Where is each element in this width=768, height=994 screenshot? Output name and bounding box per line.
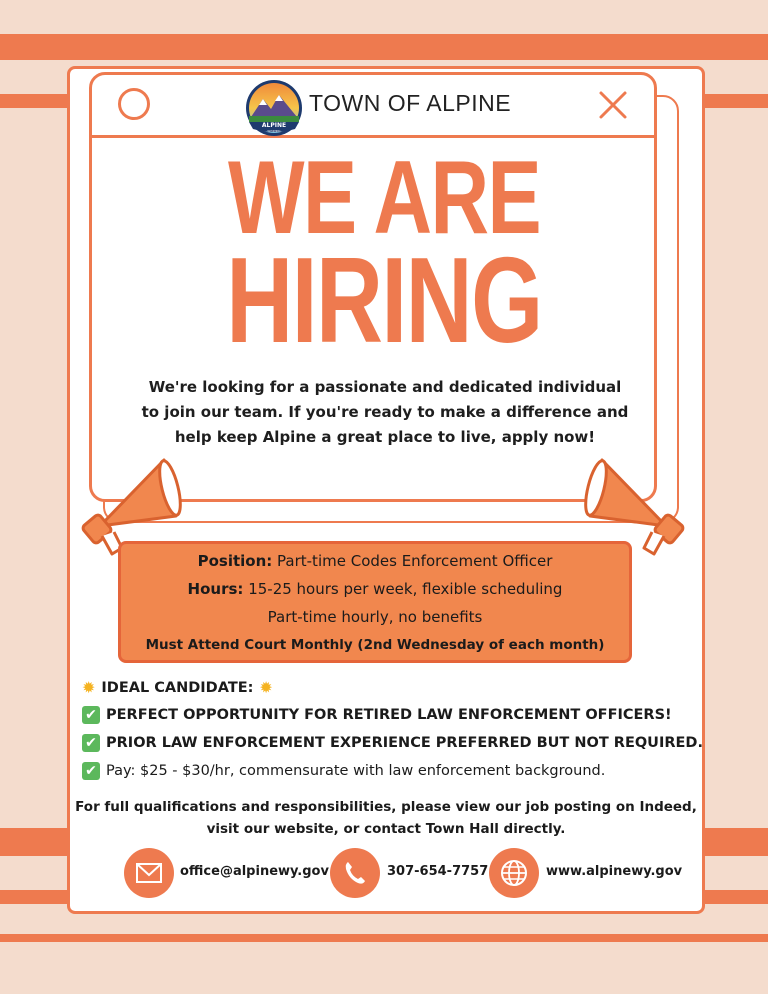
hours-label: Hours: (187, 580, 244, 598)
close-icon (597, 89, 629, 121)
town-title: TOWN OF ALPINE (309, 90, 512, 116)
hours-row (121, 580, 629, 598)
bg-stripe (0, 934, 768, 942)
candidate-heading-text: IDEAL CANDIDATE: (101, 679, 254, 696)
position-value: Part-time Codes Enforcement Officer (272, 552, 553, 570)
globe-icon (489, 848, 539, 898)
hours-value: 15-25 hours per week, flexible scheduling (243, 580, 563, 598)
sun-icon: ✹ (259, 678, 273, 697)
logo-subtext: WYOMING (267, 130, 281, 133)
headline-line-2: HIRING (226, 232, 542, 368)
phone-icon (330, 848, 380, 898)
job-info-box (118, 541, 632, 663)
candidate-item-text: PRIOR LAW ENFORCEMENT EXPERIENCE PREFERRED BUT NOT REQUIRED. (106, 735, 703, 751)
candidate-item (82, 762, 605, 780)
headline-line-1: WE ARE (227, 140, 541, 256)
candidate-item (82, 706, 672, 724)
website-link[interactable]: www.alpinewy.gov (546, 864, 683, 879)
email-icon (124, 848, 174, 898)
window-titlebar (92, 75, 654, 138)
candidate-item-text: Pay: $25 - $30/hr, commensurate with law enforcement background. (106, 763, 606, 779)
benefits-row: Part-time hourly, no benefits (267, 608, 483, 626)
court-row: Must Attend Court Monthly (2nd Wednesday of each month) (145, 637, 605, 653)
candidate-item-text: PERFECT OPPORTUNITY FOR RETIRED LAW ENFORCEMENT OFFICERS! (106, 707, 672, 723)
position-row (121, 552, 629, 570)
checkmark-icon: ✔ (82, 734, 100, 752)
town-logo (245, 79, 303, 137)
footer-note: For full qualifications and responsibilities, please view our job posting on Indeed, visit our website, or contact Town Hall directly. (75, 799, 697, 837)
logo-text: ALPINE (261, 122, 287, 129)
email-link[interactable]: office@alpinewy.gov (180, 864, 329, 879)
sun-icon: ✹ (82, 678, 96, 697)
candidate-heading (82, 678, 273, 697)
position-label: Position: (197, 552, 273, 570)
candidate-item (82, 734, 703, 752)
checkmark-icon: ✔ (82, 706, 100, 724)
checkmark-icon: ✔ (82, 762, 100, 780)
window-circle-icon (118, 88, 150, 120)
bg-stripe (0, 34, 768, 60)
phone-link[interactable]: 307-654-7757 (387, 864, 489, 879)
intro-text: We're looking for a passionate and dedicated individual to join our team. If you're ready to make a difference and help keep Alpine a great place to live, apply now! (141, 378, 629, 446)
